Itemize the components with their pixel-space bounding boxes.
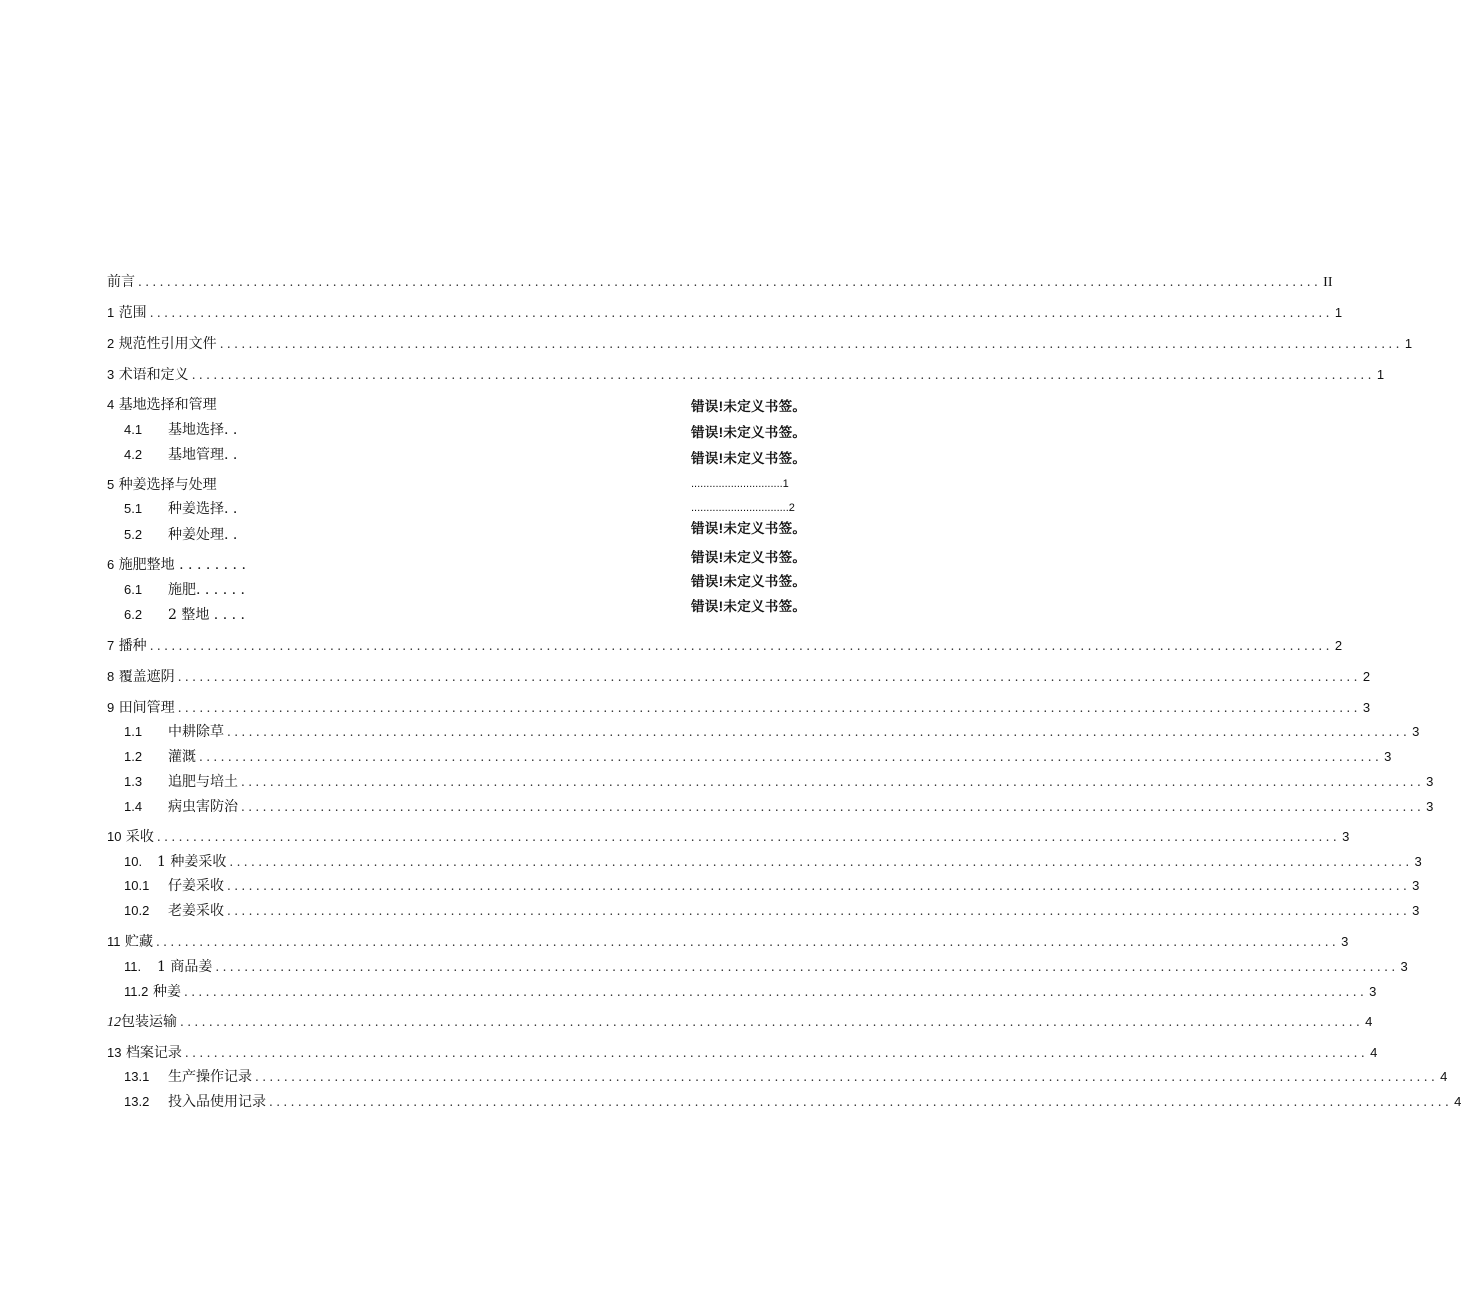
dot-leader: .................................................................................................................................................................... [215, 960, 1399, 974]
dot-leader: .................................................................................................................................................................... [241, 775, 1425, 789]
toc-label: 2 整地 . . . . [168, 607, 245, 623]
toc-number: 4.2 [124, 447, 143, 462]
toc-entry-13-2[interactable] [124, 1092, 1461, 1112]
toc-number: 10.2 [124, 903, 150, 918]
toc-label: 种姜 [153, 984, 181, 1000]
toc-page: 3 [1341, 934, 1349, 949]
toc-page: 2 [1362, 669, 1371, 684]
dot-leader: .................................................................................................................................................................... [191, 368, 1375, 382]
toc-label: 田间管理 [118, 700, 175, 716]
dot-leader: .................................................................................................................................................................... [227, 904, 1411, 918]
toc-leader-5-1: ................................2 [691, 502, 795, 514]
toc-page: 3 [1426, 774, 1434, 789]
toc-number: 13.2 [124, 1094, 150, 1109]
toc-page: 3 [1362, 700, 1371, 715]
toc-number: 6.1 [124, 582, 143, 597]
toc-entry-10-a[interactable] [124, 852, 1422, 872]
dot-leader: .................................................................................................................................................................... [156, 830, 1341, 844]
toc-label: 基地管理. . [168, 447, 238, 463]
toc-page: 3 [1412, 724, 1420, 739]
toc-page: 3 [1384, 749, 1392, 764]
toc-number: 6 [107, 557, 115, 572]
toc-page: 3 [1412, 878, 1420, 893]
toc-label: 施肥. . . . . . [168, 582, 245, 598]
dot-leader: .................................................................................................................................................................... [184, 985, 1368, 999]
toc-entry-8[interactable] [107, 667, 1371, 687]
toc-label: 规范性引用文件 [118, 336, 217, 352]
dot-leader: .................................................................................................................................................................... [199, 750, 1383, 764]
toc-label: 1 种姜采收 [157, 854, 227, 870]
dot-leader: .................................................................................................................................................................... [184, 1046, 1369, 1060]
toc-page: 1 [1404, 336, 1413, 351]
toc-page: 3 [1400, 959, 1408, 974]
toc-label: 前言 [107, 274, 135, 290]
toc-entry-foreword[interactable] [107, 272, 1333, 292]
toc-page: 3 [1342, 829, 1350, 844]
toc-number: 5.1 [124, 501, 143, 516]
dot-leader: .................................................................................................................................................................... [149, 306, 1333, 320]
toc-label: 种姜处理. . [168, 527, 238, 543]
dot-leader: .................................................................................................................................................................... [177, 701, 1361, 715]
toc-entry-10-2[interactable] [124, 901, 1420, 921]
toc-error-4: 错误!未定义书签。 [691, 399, 807, 414]
toc-label: 播种 [118, 638, 147, 654]
toc-entry-9-4[interactable] [124, 797, 1434, 817]
toc-number: 1 [107, 305, 115, 320]
toc-entry-11-1[interactable] [124, 957, 1408, 977]
toc-error-4-1: 错误!未定义书签。 [691, 425, 807, 440]
toc-page: 4 [1440, 1069, 1448, 1084]
toc-page: 4 [1370, 1045, 1378, 1060]
toc-page: 3 [1412, 903, 1420, 918]
toc-entry-13[interactable] [107, 1043, 1378, 1063]
dot-leader: .................................................................................................................................................................... [269, 1095, 1453, 1109]
toc-label: 基地选择和管理 [118, 397, 217, 413]
toc-label: 1 商品姜 [157, 959, 213, 975]
dot-leader: .................................................................................................................................................................... [155, 935, 1340, 949]
toc-number: 13.1 [124, 1069, 150, 1084]
toc-entry-11-2[interactable] [124, 982, 1377, 1002]
toc-label: 病虫害防治 [168, 799, 238, 815]
toc-number: 10. [124, 854, 143, 869]
toc-entry-13-1[interactable] [124, 1067, 1448, 1087]
toc-error-5-2: 错误!未定义书签。 [691, 521, 807, 536]
toc-entry-9[interactable] [107, 698, 1371, 718]
toc-number: 1.2 [124, 749, 143, 764]
toc-label: 追肥与培土 [168, 774, 238, 790]
toc-label: 老姜采收 [168, 903, 224, 919]
toc-page: 1 [1334, 305, 1343, 320]
toc-number: 6.2 [124, 607, 143, 622]
dot-leader: .................................................................................................................................................................... [180, 1015, 1364, 1029]
toc-entry-9-3[interactable] [124, 772, 1434, 792]
toc-label: 中耕除草 [168, 724, 224, 740]
toc-entry-11[interactable] [107, 932, 1349, 952]
toc-label: 施肥整地 . . . . . . . . [118, 557, 246, 573]
toc-page: 3 [1369, 984, 1377, 999]
toc-label: 种姜选择. . [168, 501, 238, 517]
toc-number: 1.1 [124, 724, 143, 739]
toc-label: 术语和定义 [118, 367, 189, 383]
toc-entry-10[interactable] [107, 827, 1350, 847]
toc-label: 投入品使用记录 [168, 1094, 266, 1110]
toc-number: 1.3 [124, 774, 143, 789]
toc-number: 4.1 [124, 422, 143, 437]
toc-page: 3 [1414, 854, 1422, 869]
toc-entry-7[interactable] [107, 636, 1343, 656]
toc-number: 8 [107, 669, 115, 684]
toc-number: 9 [107, 700, 115, 715]
toc-number: 5 [107, 477, 115, 492]
toc-error-6-1: 错误!未定义书签。 [691, 574, 807, 589]
toc-entry-9-1[interactable] [124, 722, 1420, 742]
toc-page: 4 [1454, 1094, 1461, 1109]
toc-page: 4 [1365, 1014, 1373, 1029]
toc-label: 覆盖遮阴 [118, 669, 175, 685]
dot-leader: .................................................................................................................................................................... [219, 337, 1403, 351]
toc-number: 11 [107, 934, 121, 949]
toc-number: 11.2 [124, 984, 149, 999]
dot-leader: .................................................................................................................................................................... [255, 1070, 1439, 1084]
toc-page: 2 [1334, 638, 1343, 653]
toc-number: 10.1 [124, 878, 150, 893]
toc-error-6: 错误!未定义书签。 [691, 550, 807, 565]
toc-number: 1.4 [124, 799, 143, 814]
toc-label: 贮藏 [124, 934, 153, 950]
toc-label: 包装运输 [121, 1014, 177, 1030]
toc-entry-1[interactable] [107, 303, 1343, 323]
toc-number: 12 [107, 1015, 121, 1030]
toc-label: 采收 [125, 829, 154, 845]
toc-page: 3 [1426, 799, 1434, 814]
dot-leader: .................................................................................................................................................................... [229, 855, 1413, 869]
toc-entry-2[interactable] [107, 334, 1413, 354]
toc-label: 范围 [118, 305, 147, 321]
toc-number: 11. [124, 959, 142, 974]
dot-leader: .................................................................................................................................................................... [227, 879, 1411, 893]
toc-number: 13 [107, 1045, 122, 1060]
toc-page: 1 [1376, 367, 1385, 382]
toc-page: II [1323, 275, 1333, 290]
dot-leader: .................................................................................................................................................................... [177, 670, 1361, 684]
toc-number: 7 [107, 638, 115, 653]
toc-error-6-2: 错误!未定义书签。 [691, 599, 807, 614]
toc-label: 生产操作记录 [168, 1069, 252, 1085]
toc-entry-10-1[interactable] [124, 876, 1420, 896]
toc-entry-12[interactable] [107, 1012, 1373, 1032]
toc-number: 5.2 [124, 527, 143, 542]
toc-label: 档案记录 [125, 1045, 182, 1061]
toc-number: 10 [107, 829, 122, 844]
toc-label: 仔姜采收 [168, 878, 224, 894]
dot-leader: .................................................................................................................................................................... [138, 275, 1322, 289]
toc-number: 3 [107, 367, 115, 382]
toc-leader-5: ..............................1 [691, 478, 789, 490]
toc-label: 基地选择. . [168, 422, 238, 438]
toc-entry-9-2[interactable] [124, 747, 1392, 767]
toc-label: 种姜选择与处理 [118, 477, 217, 493]
toc-entry-3[interactable] [107, 365, 1385, 385]
toc-label: 灌溉 [168, 749, 196, 765]
dot-leader: .................................................................................................................................................................... [149, 639, 1333, 653]
dot-leader: .................................................................................................................................................................... [241, 800, 1425, 814]
toc-number: 4 [107, 397, 115, 412]
toc-error-4-2: 错误!未定义书签。 [691, 451, 807, 466]
dot-leader: .................................................................................................................................................................... [227, 725, 1411, 739]
toc-number: 2 [107, 336, 115, 351]
